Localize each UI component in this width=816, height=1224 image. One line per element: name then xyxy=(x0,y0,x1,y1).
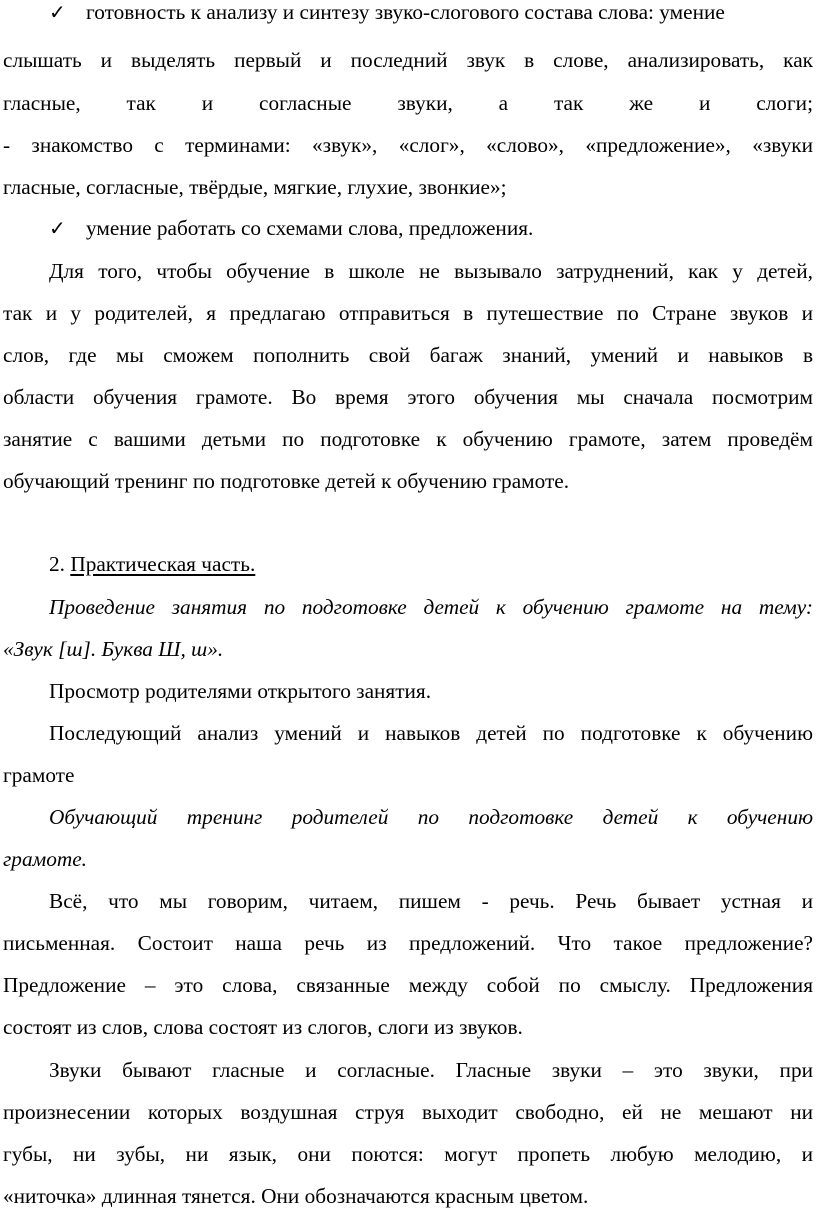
intro-paragraph-line-1: Для того, чтобы обучение в школе не вызывало затруднений, как у детей, xyxy=(49,259,813,283)
bullet-1-line-5: гласные, согласные, твёрдые, мягкие, глухие, звонкие»; xyxy=(3,175,507,199)
sounds-paragraph-line-4: «ниточка» длинная тянется. Они обозначаются красным цветом. xyxy=(3,1184,589,1208)
bullet-1-line-2: слышать и выделять первый и последний звук в слове, анализировать, как xyxy=(3,48,813,72)
lesson-title-line-2: «Звук [ш]. Буква Ш, ш». xyxy=(3,637,224,661)
speech-paragraph-line-1: Всё, что мы говорим, читаем, пишем - речь. Речь бывает устная и xyxy=(49,889,813,913)
intro-paragraph-line-4: области обучения грамоте. Во время этого обучения мы сначала посмотрим xyxy=(3,385,813,409)
intro-paragraph-line-6: обучающий тренинг по подготовке детей к обучению грамоте. xyxy=(3,469,570,493)
section-title: Практическая часть. xyxy=(70,552,256,576)
viewing-text: Просмотр родителями открытого занятия. xyxy=(49,679,432,703)
sounds-paragraph-line-3: губы, ни зубы, ни язык, они поются: могут пропеть любую мелодию, и xyxy=(3,1142,813,1166)
sounds-paragraph-line-2: произнесении которых воздушная струя выходит свободно, ей не мешают ни xyxy=(3,1100,813,1124)
intro-paragraph-line-3: слов, где мы сможем пополнить свой багаж знаний, умений и навыков в xyxy=(3,343,813,367)
bullet-1-line-3: гласные, так и согласные звуки, а так же и слоги; xyxy=(3,91,813,115)
sounds-paragraph-line-1: Звуки бывают гласные и согласные. Гласные звуки – это звуки, при xyxy=(49,1058,813,1082)
speech-paragraph-line-4: состоят из слов, слова состоят из слогов, слоги из звуков. xyxy=(3,1015,523,1039)
intro-paragraph-line-2: так и у родителей, я предлагаю отправиться в путешествие по Стране звуков и xyxy=(3,301,813,325)
analysis-line-2: грамоте xyxy=(3,763,75,787)
bullet-1-line-4: - знакомство с терминами: «звук», «слог», «слово», «предложение», «звуки xyxy=(3,133,813,157)
analysis-line-1: Последующий анализ умений и навыков детей по подготовке к обучению xyxy=(49,721,813,745)
checkmark-icon: ✓ xyxy=(49,216,66,240)
speech-paragraph-line-3: Предложение – это слова, связанные между собой по смыслу. Предложения xyxy=(3,973,813,997)
lesson-title-line-1: Проведение занятия по подготовке детей к обучению грамоте на тему: xyxy=(49,595,813,619)
section-heading xyxy=(49,551,813,577)
intro-paragraph-line-5: занятие с вашими детьми по подготовке к обучению грамоте, затем проведём xyxy=(3,427,813,451)
bullet-1-line-1: готовность к анализу и синтезу звуко-слогового состава слова: умение xyxy=(86,0,725,24)
training-title-line-2: грамоте. xyxy=(3,847,88,871)
section-number: 2. xyxy=(49,552,65,576)
speech-paragraph-line-2: письменная. Состоит наша речь из предложений. Что такое предложение? xyxy=(3,931,813,955)
training-title-line-1: Обучающий тренинг родителей по подготовке детей к обучению xyxy=(49,805,813,829)
bullet-2-line-1: умение работать со схемами слова, предложения. xyxy=(86,216,534,240)
checkmark-icon: ✓ xyxy=(49,0,66,24)
